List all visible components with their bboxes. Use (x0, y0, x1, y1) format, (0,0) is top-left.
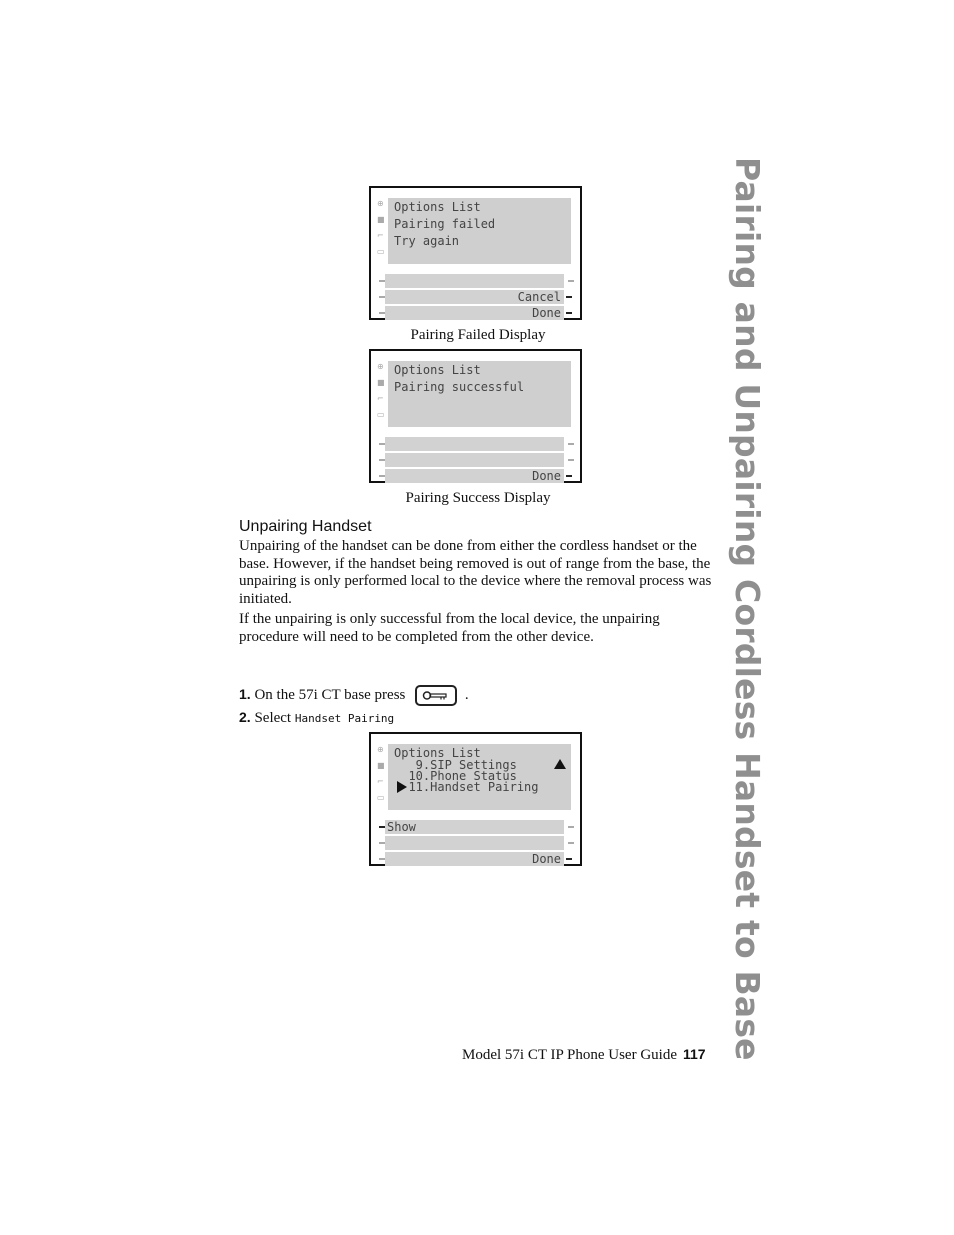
display-side-icons (377, 363, 387, 427)
menu-item[interactable]: 9.SIP Settings (394, 758, 517, 772)
lcd-line: Pairing successful (394, 380, 525, 394)
pairing-success-display (369, 349, 582, 483)
lcd-line: Options List (394, 363, 481, 377)
hold-icon: ▭ (377, 793, 385, 802)
menu-icon: ■ (377, 378, 385, 387)
chapter-side-title: Pairing and Unpairing Cordless Handset to Base (728, 157, 767, 1061)
softkey-1[interactable] (385, 437, 564, 451)
hold-icon: ▭ (377, 247, 385, 256)
menu-icon: ■ (377, 761, 385, 770)
display-side-icons (377, 746, 387, 810)
scroll-up-icon (554, 759, 566, 769)
figure-caption: Pairing Failed Display (410, 327, 546, 343)
menu-item-selected[interactable]: 11.Handset Pairing (394, 780, 539, 794)
line-icon: ⌐ (377, 231, 384, 240)
display-side-icons (377, 200, 387, 264)
lcd-line: Options List (394, 746, 481, 760)
lcd-area (388, 198, 571, 264)
hold-icon: ▭ (377, 410, 385, 419)
lcd-area (388, 744, 571, 810)
page-footer (462, 1046, 706, 1064)
nav-icon: ⊕ (377, 745, 384, 754)
selection-arrow-icon (397, 781, 407, 793)
nav-icon: ⊕ (377, 199, 384, 208)
line-icon: ⌐ (377, 777, 384, 786)
body-paragraph: If the unpairing is only successful from the local device, the unpairing procedure will need to be completed from the other device. (239, 611, 660, 645)
softkey-2[interactable] (385, 453, 564, 467)
nav-icon: ⊕ (377, 362, 384, 371)
menu-item[interactable]: 10.Phone Status (394, 769, 517, 783)
step-1: 1. On the 57i CT base press . (239, 685, 469, 706)
show-softkey[interactable]: Show (385, 820, 564, 834)
lcd-line: Pairing failed (394, 217, 496, 231)
body-paragraph: Unpairing of the handset can be done from either the cordless handset or the base. However, if the handset being removed is out of range from the base, the unpairing is only performed local to the device where the removal process was initiated. (239, 538, 712, 607)
guide-title: Model 57i CT IP Phone User Guide (462, 1047, 677, 1063)
page-number: 117 (683, 1046, 706, 1062)
section-heading: Unpairing Handset (239, 518, 372, 535)
lcd-area (388, 361, 571, 427)
softkey-1[interactable] (385, 274, 564, 288)
pairing-failed-display (369, 186, 582, 320)
done-softkey[interactable]: Done (385, 306, 564, 320)
line-icon: ⌐ (377, 394, 384, 403)
figure-caption: Pairing Success Display (405, 490, 551, 506)
cancel-softkey[interactable]: Cancel (385, 290, 564, 304)
softkey-2[interactable] (385, 836, 564, 850)
menu-icon: ■ (377, 215, 385, 224)
options-key-icon (415, 685, 457, 706)
lcd-line: Try again (394, 234, 460, 248)
lcd-line: Options List (394, 200, 481, 214)
done-softkey[interactable]: Done (385, 852, 564, 866)
done-softkey[interactable]: Done (385, 469, 564, 483)
step-2: 2. Select Handset Pairing (239, 709, 395, 726)
options-list-display (369, 732, 582, 866)
